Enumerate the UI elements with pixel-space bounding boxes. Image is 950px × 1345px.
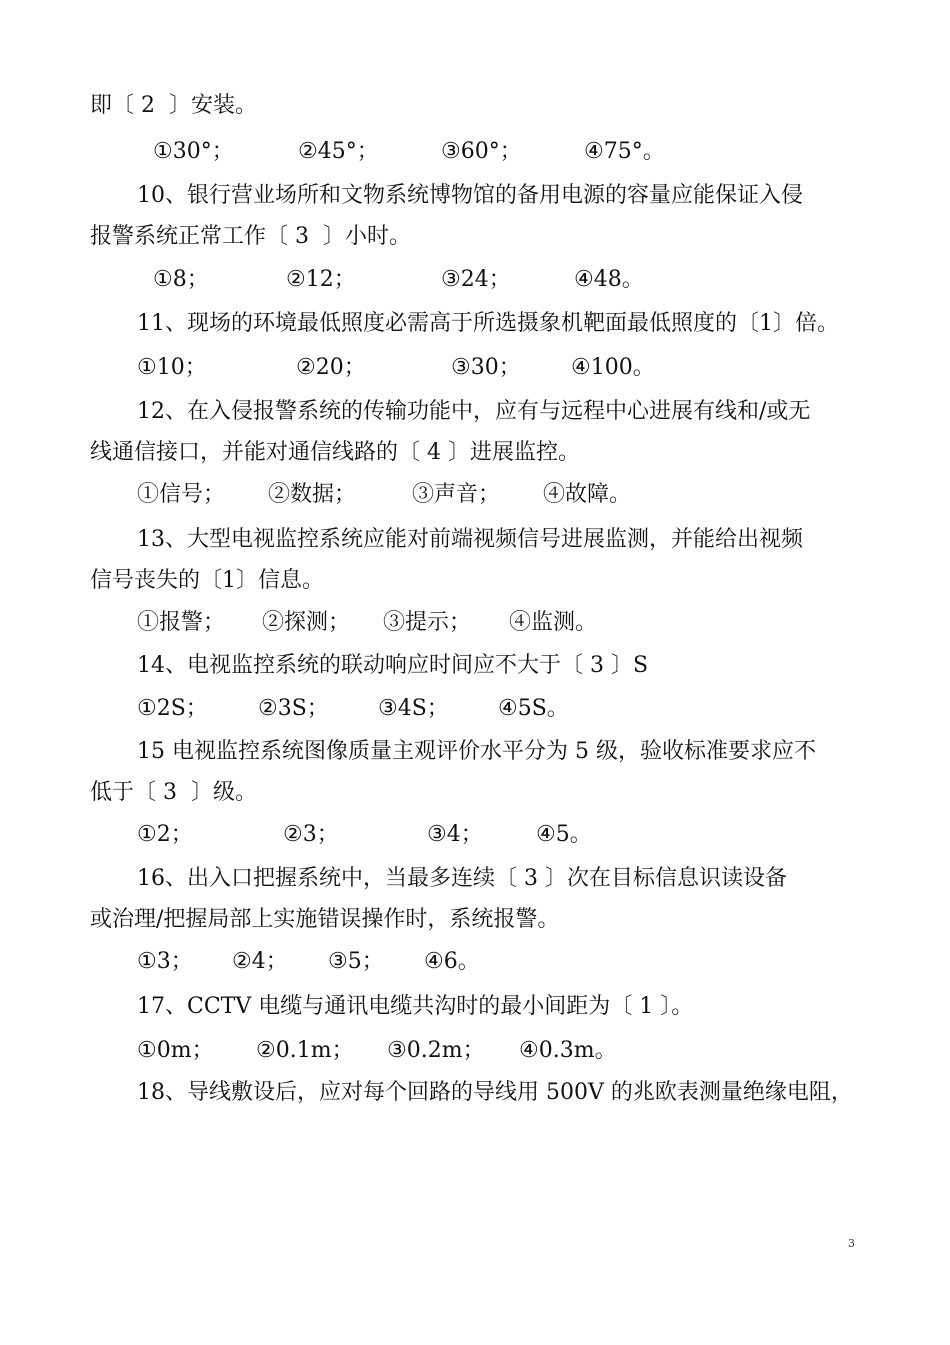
answer-option: ③提示；	[383, 610, 472, 635]
text-line: 13、大型电视监控系统应能对前端视频信号进展监测，并能给出视频	[137, 527, 803, 552]
text-line: 报警系统正常工作〔 3 〕小时。	[90, 224, 411, 249]
answer-option: ①30°；	[153, 139, 234, 164]
answer-option: ③60°；	[441, 139, 522, 164]
answer-option: ①2；	[137, 822, 193, 847]
answer-option: ④48。	[574, 267, 644, 292]
answer-option: ①10；	[137, 355, 207, 380]
answer-option: ②12；	[286, 267, 356, 292]
answer-option: ①报警；	[137, 610, 226, 635]
text-line: 12、在入侵报警系统的传输功能中，应有与远程中心进展有线和/或无	[137, 399, 811, 424]
answer-option: ③0.2m；	[387, 1038, 485, 1063]
text-line: 10、银行营业场所和文物系统博物馆的备用电源的容量应能保证入侵	[137, 183, 803, 208]
text-line: 16、出入口把握系统中，当最多连续〔 3 〕次在目标信息识读设备	[137, 866, 787, 891]
answer-option: ③4；	[427, 822, 483, 847]
text-line: 18、导线敷设后，应对每个回路的导线用 500V 的兆欧表测量绝缘电阻，	[137, 1080, 853, 1105]
text-line: 即〔 2 〕安装。	[90, 93, 257, 118]
answer-option: ①3；	[137, 949, 193, 974]
text-line: 14、电视监控系统的联动响应时间应不大于〔 3 〕S	[137, 653, 649, 678]
text-line: 低于〔 3 〕级。	[90, 780, 257, 805]
answer-option: ④监测。	[509, 610, 598, 635]
answer-option: ④0.3m。	[519, 1038, 617, 1063]
answer-option: ①8；	[153, 267, 209, 292]
answer-option: ③4S；	[378, 696, 449, 721]
text-line: 17、CCTV 电缆与通讯电缆共沟时的最小间距为〔 1 〕。	[137, 994, 694, 1019]
answer-option: ②45°；	[298, 139, 379, 164]
text-line: 15 电视监控系统图像质量主观评价水平分为 5 级，验收标准要求应不	[137, 739, 816, 764]
answer-option: ④6。	[424, 949, 480, 974]
answer-option: ③声音；	[412, 482, 501, 507]
answer-option: ③30；	[451, 355, 521, 380]
answer-option: ④100。	[571, 355, 655, 380]
answer-option: ②3；	[283, 822, 339, 847]
text-line: 信号丧失的〔1〕信息。	[90, 568, 324, 593]
answer-option: ④5S。	[498, 696, 569, 721]
answer-option: ③5；	[328, 949, 384, 974]
answer-option: ②数据；	[268, 482, 357, 507]
answer-option: ④故障。	[543, 482, 632, 507]
answer-option: ②探测；	[262, 610, 351, 635]
text-line: 或治理/把握局部上实施错误操作时，系统报警。	[90, 907, 560, 932]
answer-option: ②4；	[232, 949, 288, 974]
text-line: 线通信接口，并能对通信线路的〔 4 〕进展监控。	[90, 440, 580, 465]
answer-option: ②0.1m；	[256, 1038, 354, 1063]
answer-option: ②20；	[296, 355, 366, 380]
answer-option: ③24；	[441, 267, 511, 292]
answer-option: ④5。	[536, 822, 592, 847]
answer-option: ①信号；	[137, 482, 226, 507]
answer-option: ②3S；	[258, 696, 329, 721]
answer-option: ①0m；	[137, 1038, 214, 1063]
page-number: 3	[848, 1237, 855, 1250]
answer-option: ④75°。	[584, 139, 665, 164]
answer-option: ①2S；	[137, 696, 208, 721]
text-line: 11、现场的环境最低照度必需高于所选摄象机靶面最低照度的〔1〕倍。	[137, 311, 839, 336]
